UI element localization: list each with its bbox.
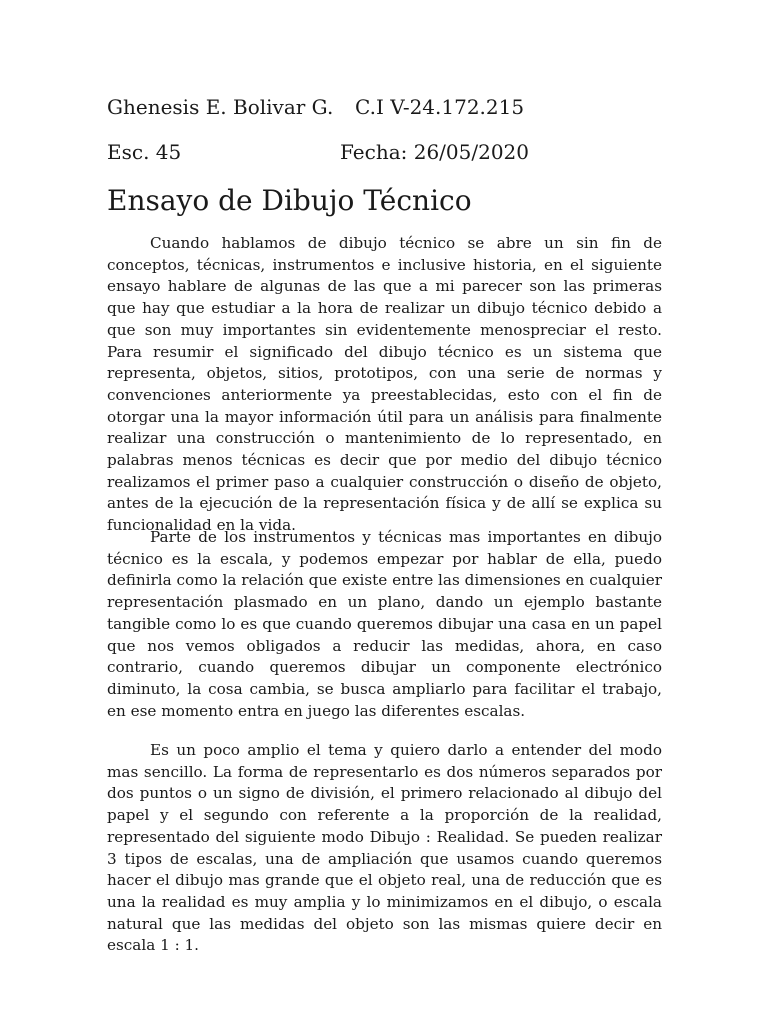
author-name: Ghenesis E. Bolivar G. <box>107 95 334 119</box>
header-row-identity <box>107 95 667 119</box>
paragraph-2: Parte de los instrumentos y técnicas mas importantes en dibujo técnico es la escala, y podemos empezar por hablar de ella, puedo definirla como la relación que existe entre las dimensiones en cualquier representación plasmado en un plano, dando un ejemplo bastante tangible como lo es que cuando queremos dibujar una casa en un papel que nos vemos obligados a reducir las medidas, ahora, en caso contrario, cuando queremos dibujar un componente electrónico diminuto, la cosa cambia, se busca ampliarlo para facilitar el trabajo, en ese momento entra en juego las diferentes escalas. <box>107 528 662 720</box>
date-label: Fecha: 26/05/2020 <box>340 140 529 164</box>
paragraph-3: Es un poco amplio el tema y quiero darlo a entender del modo mas sencillo. La forma de representarlo es dos números separados por dos puntos o un signo de división, el primero relacionado al dibujo del papel y el segundo con referente a la proporción de la realidad, representado del siguiente modo Dibujo : Realidad. Se pueden realizar 3 tipos de escalas, una de ampliación que usamos cuando queremos hacer el dibujo mas grande que el objeto real, una de reducción que es una la realidad es muy amplia y lo minimizamos en el dibujo, o escala natural que las medidas del objeto son las mismas quiere decir en escala 1 : 1. <box>107 741 662 955</box>
document-title: Ensayo de Dibujo Técnico <box>107 184 472 217</box>
school-label: Esc. 45 <box>107 140 182 164</box>
header-row-school-date <box>107 140 667 164</box>
id-number: C.I V-24.172.215 <box>355 95 525 119</box>
paragraph-1: Cuando hablamos de dibujo técnico se abre un sin fin de conceptos, técnicas, instrumentos e inclusive historia, en el siguiente ensayo hablare de algunas de las que a mi parecer son las primeras que hay que estudiar a la hora de realizar un dibujo técnico debido a que son muy importantes sin evidentemente menospreciar el resto. Para resumir el significado del dibujo técnico es un sistema que representa, objetos, sitios, prototipos, con una serie de normas y convenciones anteriormente ya preestablecidas, esto con el fin de otorgar una la mayor información útil para un análisis para finalmente realizar una construcción o mantenimiento de lo representado, en palabras menos técnicas es decir que por medio del dibujo técnico realizamos el primer paso a cualquier construcción o diseño de objeto, antes de la ejecución de la representación física y de allí se explica su funcionalidad en la vida. <box>107 234 662 535</box>
